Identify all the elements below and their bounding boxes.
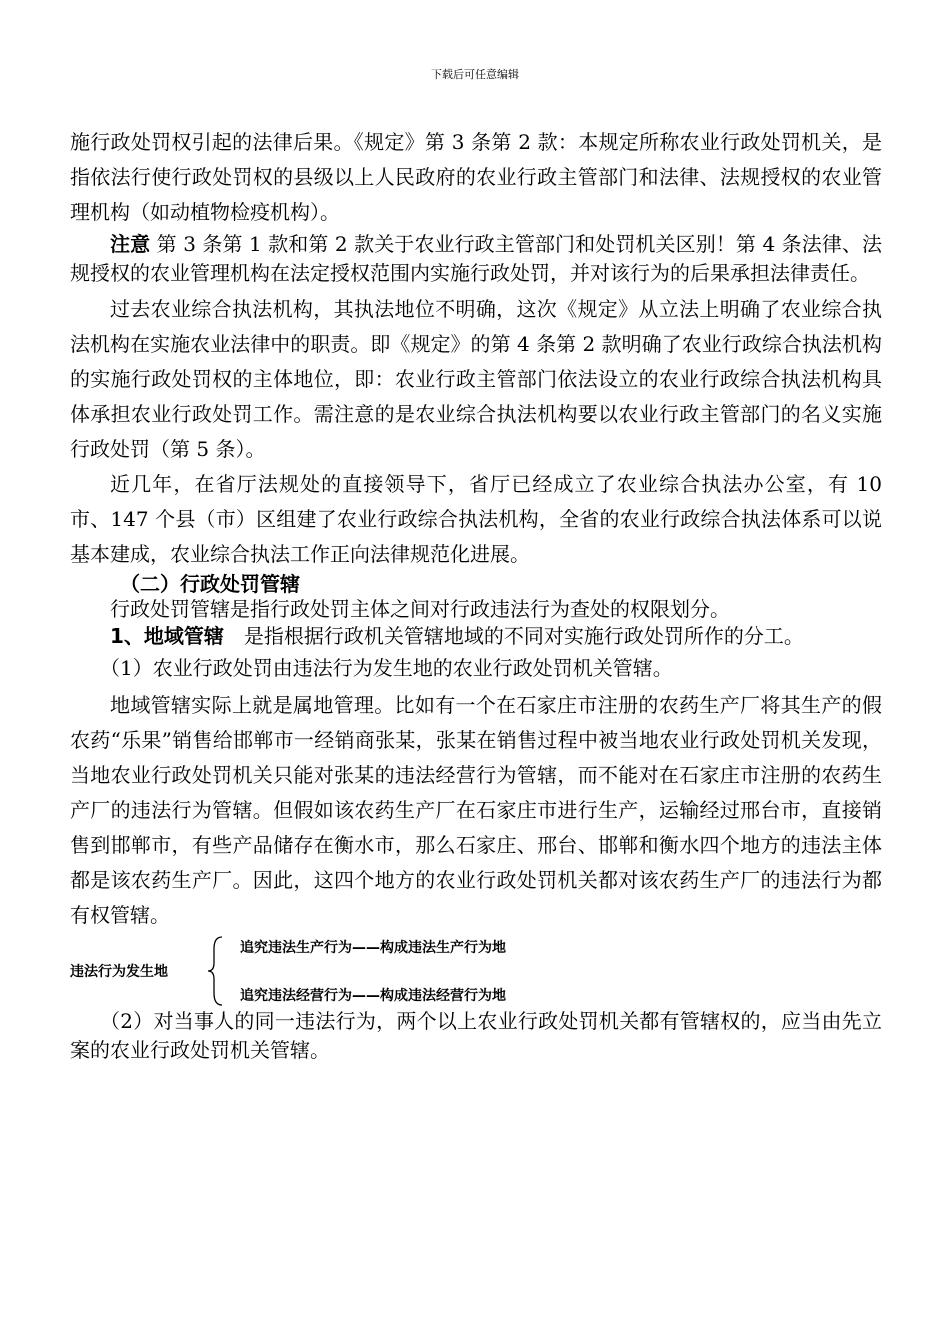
page-header: 下载后可任意编辑 [431,68,519,81]
paragraph-1: 施行政处罚权引起的法律后果。《规定》第 3 条第 2 款：本规定所称农业行政处罚机关，是指依法行使行政处罚权的县级以上人民政府的农业行政主管部门和法律、法规授权的农业管理机构（如动植物检疫机构）。 [70,130,882,224]
note-text: 第 3 条第 1 款和第 2 款关于农业行政主管部门和处罚机关区别！第 4 条法律、法规授权的农业管理机构在法定授权范围内实施行政处罚，并对该行为的后果承担法律责任。 [70,232,883,285]
diagram-branch-production: 追究违法生产行为——构成违法生产行为地 [240,940,506,956]
section-heading: （二）行政处罚管辖 [120,572,300,596]
paragraph-4: 近几年，在省厅法规处的直接领导下，省厅已经成立了农业综合执法办公室，有 10 市、147 个县（市）区组建了农业行政综合执法机构，全省的农业行政综合执法体系可以说基本建成，农业综合执法工作正向法律规范化进展。 [70,472,882,566]
note-label: 注意 [110,232,151,256]
paragraph-8: 地域管辖实际上就是属地管理。比如有一个在石家庄市注册的农药生产厂将其生产的假农药“乐果”销售给邯郸市一经销商张某，张某在销售过程中被当地农业行政处罚机关发现，当地农业行政处罚机关只能对张某的违法经营行为管辖，而不能对在石家庄市注册的农药生产厂的违法行为管辖。但假如该农药生产厂在石家庄市进行生产，运输经过邢台市，直接销售到邯郸市，有些产品储存在衡水市，那么石家庄、邢台、邯郸和衡水四个地方的违法主体都是该农药生产厂。因此，这四个地方的农业行政处罚机关都对该农药生产厂的违法行为都有权管辖。 [70,693,882,927]
diagram-branch-operation: 追究违法经营行为——构成违法经营行为地 [240,988,506,1004]
paragraph-6 [70,622,882,651]
paragraph-5: 行政处罚管辖是指行政处罚主体之间对行政违法行为查处的权限划分。 [110,597,730,621]
paragraph-7: （1）农业行政处罚由违法行为发生地的农业行政处罚机关管辖。 [100,656,673,680]
territorial-jurisdiction-label: 1、地域管辖 [110,624,224,648]
brace-icon [206,935,226,1007]
jurisdiction-diagram [70,935,882,1007]
paragraph-3: 过去农业综合执法机构，其执法地位不明确，这次《规定》从立法上明确了农业综合执法机构在实施农业法律中的职责。即《规定》的第 4 条第 2 款明确了农业行政综合执法机构的实施行政处罚权的主体地位，即：农业行政主管部门依法设立的农业行政综合执法机构具体承担农业行政处罚工作。需注意的是农业综合执法机构要以农业行政主管部门的名义实施行政处罚（第 5 条）。 [70,297,882,461]
paragraph-9: （2）对当事人的同一违法行为，两个以上农业行政处罚机关都有管辖权的，应当由先立案的农业行政处罚机关管辖。 [70,1009,882,1062]
diagram-root-label: 违法行为发生地 [70,964,168,980]
paragraph-note [70,230,882,288]
document-body [70,125,882,1065]
territorial-jurisdiction-text: 是指根据行政机关管辖地域的不同对实施行政处罚所作的分工。 [223,624,804,648]
